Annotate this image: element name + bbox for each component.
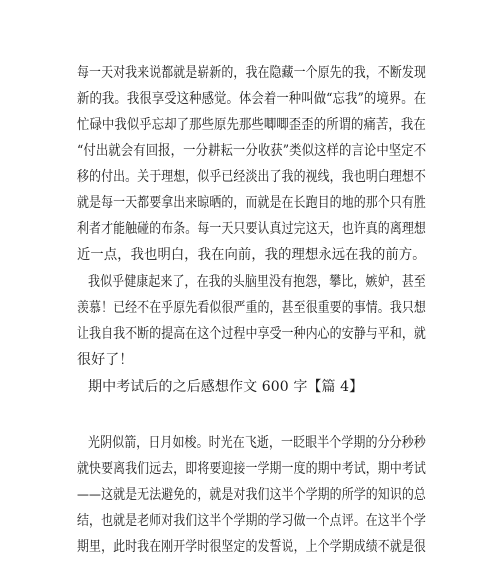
paragraph-3-line-5: 期里，此时我在刚开学时很坚定的发誓说，上个学期成绩不就是很 bbox=[77, 539, 426, 555]
paragraph-3-line-3: ——这就是无法避免的，就是对我们这半个学期的所学的知识的总 bbox=[77, 487, 426, 503]
paragraph-3-line-4: 结，也就是老师对我们这半个学期的学习做一个点评。在这半个学 bbox=[77, 513, 426, 529]
paragraph-1-line-3: 忙碌中我似乎忘却了那些原先那些唧唧歪歪的所谓的痛苦，我在 bbox=[77, 117, 426, 133]
paragraph-1-line-6: 就是每一天都要拿出来晾晒的，而就是在长跑目的地的那个只有胜 bbox=[77, 195, 426, 211]
paragraph-1-line-7: 利者才能触碰的布条。每一天只要认真过完这天，也许真的离理想 bbox=[77, 221, 426, 237]
section-heading: 期中考试后的之后感想作文 600 字【篇 4】 bbox=[88, 379, 364, 395]
paragraph-3-line-1: 光阴似箭，日月如梭。时光在飞逝，一眨眼半个学期的分分秒秒 bbox=[88, 435, 426, 451]
paragraph-2-line-2: 羡慕！已经不在乎原先看似很严重的，甚至很重要的事情。我只想 bbox=[77, 300, 426, 316]
paragraph-1-line-2: 新的我。我很享受这种感觉。体会着一种叫做“忘我”的境界。在 bbox=[77, 91, 427, 107]
paragraph-2-line-4: 很好了！ bbox=[77, 352, 134, 368]
paragraph-2-line-3: 让我自我不断的提高在这个过程中享受一种内心的安静与平和，就 bbox=[77, 326, 426, 342]
paragraph-3-line-2: 就快要离我们远去，即将要迎接一学期一度的期中考试，期中考试 bbox=[77, 461, 426, 477]
paragraph-1-line-1: 每一天对我来说都就是崭新的，我在隐藏一个原先的我，不断发现 bbox=[77, 65, 426, 81]
paragraph-1-line-8: 近一点，我也明白，我在向前，我的理想永远在我的前方。 bbox=[77, 247, 426, 263]
paragraph-1-line-5: 移的付出。关于理想，似乎已经淡出了我的视线，我也明白理想不 bbox=[77, 169, 426, 185]
paragraph-2-line-1: 我似乎健康起来了，在我的头脑里没有抱怨，攀比，嫉妒，甚至 bbox=[88, 274, 426, 290]
paragraph-1-line-4: “付出就会有回报，一分耕耘一分收获”类似这样的言论中坚定不 bbox=[77, 143, 427, 159]
